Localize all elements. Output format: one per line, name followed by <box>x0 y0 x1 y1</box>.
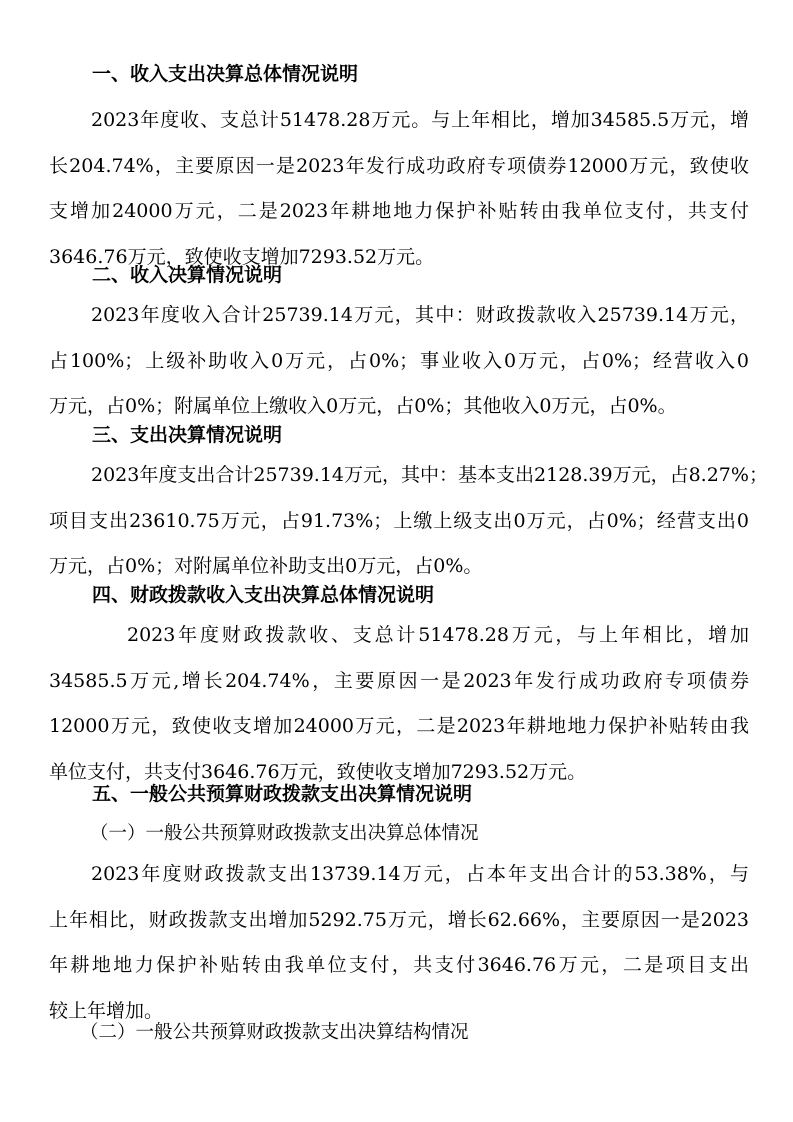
section-4-paragraph <box>49 622 749 804</box>
section-1-heading: 一、收入支出决算总体情况说明 <box>92 63 359 85</box>
section-2-line-2: 占100%；上级补助收入0万元，占0%；事业收入0万元，占0%；经营收入0 <box>49 349 749 372</box>
section-3-line-1: 2023年度支出合计25739.14万元，其中：基本支出2128.39万元，占8.27%； <box>91 464 768 486</box>
section-5-line-4: 较上年增加。 <box>49 999 164 1022</box>
section-5-line-3: 年耕地地力保护补贴转由我单位支付，共支付3646.76万元，二是项目支出 <box>49 954 749 976</box>
section-2-line-3: 万元，占0%；附属单位上缴收入0万元，占0%；其他收入0万元，占0%。 <box>49 395 677 417</box>
section-1-line-4: 3646.76万元，致使收支增加7293.52万元。 <box>49 245 435 268</box>
section-1-line-2: 长204.74%，主要原因一是2023年发行成功政府专项债券12000万元，致使收 <box>49 154 749 177</box>
section-4-heading: 四、财政拨款收入支出决算总体情况说明 <box>92 584 435 606</box>
section-2-line-1: 2023年度收入合计25739.14万元，其中：财政拨款收入25739.14万元， <box>91 304 749 326</box>
section-5-line-1: 2023年度财政拨款支出13739.14万元，占本年支出合计的53.38%，与 <box>91 863 749 885</box>
section-5-heading: 五、一般公共预算财政拨款支出决算情况说明 <box>92 783 473 805</box>
section-3-paragraph <box>49 462 768 599</box>
section-5-subheading-2: （二）一般公共预算财政拨款支出决算结构情况 <box>80 1022 469 1043</box>
section-3-heading: 三、支出决算情况说明 <box>92 424 283 446</box>
section-4-line-4: 单位支付，共支付3646.76万元，致使收支增加7293.52万元。 <box>49 760 587 783</box>
section-5-subheading-1: （一）一般公共预算财政拨款支出决算总体情况 <box>90 823 479 844</box>
section-1-line-3: 支增加24000万元，二是2023年耕地地力保护补贴转由我单位支付，共支付 <box>49 200 749 222</box>
section-4-line-2: 34585.5万元,增长204.74%，主要原因一是2023年发行成功政府专项债券 <box>49 669 749 692</box>
section-2-paragraph <box>49 302 749 439</box>
section-4-line-1: 2023年度财政拨款收、支总计51478.28万元，与上年相比，增加 <box>127 624 749 646</box>
section-5-paragraph <box>49 861 749 1043</box>
section-3-line-3: 万元，占0%；对附属单位补助支出0万元，占0%。 <box>49 555 483 577</box>
section-5-line-2: 上年相比，财政拨款支出增加5292.75万元，增长62.66%，主要原因一是2023 <box>49 908 749 931</box>
section-2-heading: 二、收入决算情况说明 <box>92 264 283 286</box>
section-3-line-2: 项目支出23610.75万元，占91.73%；上缴上级支出0万元，占0%；经营支出0 <box>49 509 749 532</box>
section-4-line-3: 12000万元，致使收支增加24000万元，二是2023年耕地地力保护补贴转由我 <box>49 715 749 737</box>
section-1-line-1: 2023年度收、支总计51478.28万元。与上年相比，增加34585.5万元，增 <box>91 109 749 131</box>
